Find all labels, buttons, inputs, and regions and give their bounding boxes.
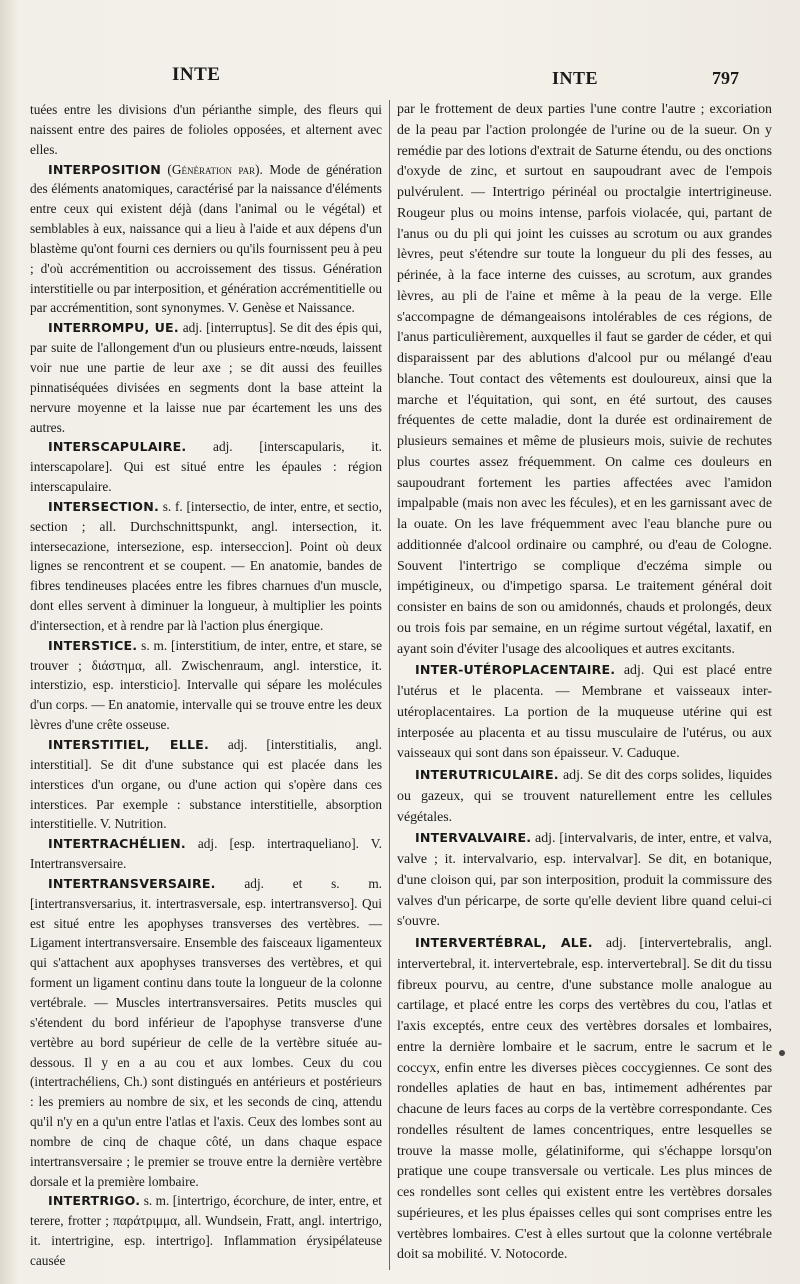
entry-continuation: tuées entre les divisions d'un périanthe simple, des fleurs qui naissent entre des paires de folioles opposées, et alternent avec elles. [30, 102, 382, 157]
headword: INTERVERTÉBRAL, ALE. [415, 935, 593, 950]
entry-interrompu [30, 318, 382, 437]
entry-interstitiel [30, 735, 382, 834]
entry-interscapulaire [30, 437, 382, 497]
definition: adj. et s. m. [intertransversarius, it. intertrasversale, esp. intertransverso]. Qui est situé entre les apophyses transverses des vertèbres. — Ligament intertransversaire. Ensemble des faisceaux ligamenteux qui s'attachent aux apophyses transverses des vertèbres, et qui forment un ligament continu dans toute la longueur de la colonne vertébrale. — Muscles intertransversaires. Petits muscles qui s'étendent du bord inférieur de l'apophyse transverse d'une vertèbre au bord supérieur de celle de la vertèbre située au-dessous. Il y en a au cou et aux lombes. Ceux du cou (intertrachéliens, Ch.) sont distingués en antérieurs et postérieurs : les premiers au nombre de six, et les seconds de cinq, attendu qu'il n'y en a qu'un entre l'atlas et l'axis. Ceux des lombes sont au nombre de cinq de chaque côté, un dans chaque espace intertransversaire ; le premier se trouve entre la dernière vertèbre dorsale et la première lombaire. [30, 875, 382, 1189]
entry-continuation: par le frottement de deux parties l'une contre l'autre ; excoriation de la peau par l'action prolongée de l'urine ou de la sueur. On y remédie par des lotions d'extrait de Saturne étendu, ou des onctions d'oxyde de zinc, et surtout en saupoudrant avec de l'empois pulvérulent. — Intertrigo périnéal ou proctalgie intertrigineuse. Rougeur plus ou moins intense, parfois violacée, qui, partant de l'anus ou du pli qui joint les cuisses au scrotum ou aux grandes lèvres, peut s'étendre sur toute la longueur du pli des fesses, au périnée, à la face interne des cuisses, au scrotum, aux grandes lèvres, au pli de l'aine et même à la peau de la verge. Elle s'accompagne de démangeaisons intolérables de ces régions, de l'anus particulièrement, auxquelles il faut se garder de céder, et qui disparaissent par des ablutions d'alcool pur ou mélangé d'eau blanche. Tout contact des vêtements est douloureux, ainsi que la marche et l'équitation, qui sont, en été surtout, des causes fréquentes de cette maladie, dont la durée est ordinairement de plusieurs semaines et même de plusieurs mois, suivie de rechutes plus courtes assez fréquemment. On calme ces douleurs en saupoudrant fortement les parties affectées avec l'amidon impalpable (mais non avec les fécules), et en les garnissant avec de la ouate. On les lave fréquemment avec l'eau blanche pure ou additionnée d'alcool ordinaire ou camphré, ou d'eau de Cologne. Souvent l'intertrigo se complique d'eczéma simple ou impétigineux, ou d'impetigo sparsa. Le traitement général doit consister en bains de son ou amidonnés, chauds et prolongés, deux ou trois fois par semaine, en un régime surtout végétal, laxatif, en ayant soin d'éviter l'usage des alcooliques et autres excitants. [397, 102, 772, 657]
entry-intervalvaire [397, 828, 772, 933]
headword: INTERSTICE. [48, 637, 138, 653]
headword: INTERSECTION. [48, 498, 159, 514]
entry-interposition [30, 160, 382, 319]
definition: adj. [intervertebralis, angl. intervertebral, it. intervertebrale, esp. intervertebral]. Se dit du tissu fibreux pourvu, au centre, d'une substance molle analogue au cartilage, et placé entre les corps des vertèbres du cou, l'atlas et l'axis exceptés, entre ceux des vertèbres dorsales et lombaires, entre la dernière lombaire et le sacrum, entre le sacrum et le coccyx, enfin entre les diverses pièces coccygiennes. Ce sont des rondelles aplaties de haut en bas, intimement adhérentes par chacune de leurs faces au corps de la vertèbre correspondante. Ces rondelles résultent de lames concentriques, entre lesquelles se trouve la masse molle, gélatiniforme, qui s'échappe lorsqu'on pratique une coupe transversale ou verticale. Les plus minces de ces rondelles sont celles qui existent entre les vertèbres dorsales supérieures, et les plus épaisses celles qui sont comprises entre les vertèbres lombaires. C'est à elles surtout que la colonne vertébrale doit sa mobilité. V. Notocorde. [397, 936, 772, 1263]
definition: adj. [interruptus]. Se dit des épis qui, par suite de l'allongement d'un ou plusieurs entre-nœuds, laissent voir nue une partie de leur axe ; se dit aussi des feuilles pinnatiséquées divisées en segments dont la base atteint la nervure moyenne et la laisse nue par écartement les uns des autres. [30, 320, 382, 435]
definition: s. f. [intersectio, de inter, entre, et sectio, section ; all. Durchschnittspunkt, angl. intersection, it. intersecazione, intersezione, esp. interseccion]. Point où deux lignes se rencontrent et se coupent. — En anatomie, bandes de fibres tendineuses placées entre les fibres charnues d'un muscle, dont elles servent à diminuer la longueur, à multiplier les points d'intersection, et à rendre par là l'action plus énergique. [30, 498, 382, 633]
definition: adj. [esp. intertraqueliano]. V. Intertransversaire. [30, 836, 382, 872]
definition: adj. Qui est placé entre l'utérus et le placenta. — Membrane et vaisseaux inter-utéroplacentaires. La portion de la muqueuse utérine qui est interposée au placenta et au tissu musculaire de l'utérus, ou aux vaisseaux qui sont dans son épaisseur. V. Caduque. [397, 663, 772, 762]
headword: INTERROMPU, UE. [48, 320, 179, 336]
right-column [397, 100, 772, 1266]
entry-intertrachelien [30, 834, 382, 874]
entry-intervertebral [397, 933, 772, 1266]
entry-intersection [30, 497, 382, 636]
headword: INTERTRIGO. [48, 1193, 141, 1209]
definition: s. m. [intertrigo, écorchure, de inter, entre, et terere, frotter ; παράτριμμα, all. Wundsein, Fratt, angl. intertrigo, it. intertrigine, esp. intertrigo]. Inflammation érysipélateuse causée [30, 1193, 382, 1268]
headword: INTERSTITIEL, ELLE. [48, 737, 209, 752]
headword: INTERUTRICULAIRE. [415, 767, 559, 782]
definition: adj. [intervalvaris, de inter, entre, et valva, valve ; it. intervalvario, esp. intervalvar]. Se dit, en botanique, d'une cloison qui, par son interposition, produit la commissure des valves d'un péricarpe, de sorte qu'elle devient libre quand celui-ci s'ouvre. [397, 831, 772, 930]
entry-interutriculaire [397, 765, 772, 828]
column-divider [389, 100, 390, 1270]
entry-intertransversaire [30, 874, 382, 1192]
headword: INTERPOSITION [48, 161, 161, 177]
headword: INTERSCAPULAIRE. [48, 439, 187, 455]
definition: adj. [interstitialis, angl. interstitial]. Se dit d'une substance qui est placée dans les interstices d'un organe, ou d'une action qui s'opère dans ces interstices. Par exemple : substance interstitielle, absorption interstitielle. V. Nutrition. [30, 737, 382, 832]
running-header [0, 64, 800, 94]
header-center-guideword: INTE [552, 68, 599, 88]
ink-spot [779, 1050, 785, 1056]
page-number: 797 [712, 68, 739, 88]
entry-intertrigo [30, 1191, 382, 1270]
definition: Mode de génération des éléments anatomiques, caractérisé par la naissance d'éléments entre ceux qui existent déjà (dans l'animal ou le végétal) et semblables à eux, naissance qui a lieu à l'aide et aux dépens d'un blastème qu'ont fourni ces derniers ou qu'ils fournissent peu à peu ; d'où accrémentition ou accroissement des tissus. Génération interstitielle ou par interposition, et génération accrémentitielle ou par accrémentition, sont synonymes. V. Genèse et Naissance. [30, 161, 382, 316]
headword: INTERTRACHÉLIEN. [48, 836, 186, 852]
definition: s. m. [interstitium, de inter, entre, et stare, se trouver ; διάστημα, all. Zwischenraum, angl. interstice, it. interstizio, esp. intersticio]. Intervalle qui sépare les molécules d'un corps. — En anatomie, intervalle qui se trouve entre les deux lèvres d'une crête osseuse. [30, 637, 382, 733]
headword: INTERTRANSVERSAIRE. [48, 875, 216, 891]
headword-qualifier: (Génération par). [167, 161, 263, 177]
header-left-guideword: INTE [172, 64, 221, 85]
headword: INTERVALVAIRE. [415, 830, 532, 846]
headword: INTER-UTÉROPLACENTAIRE. [415, 662, 616, 678]
entry-interstice [30, 636, 382, 735]
definition: adj. [interscapularis, it. interscapolare]. Qui est situé entre les épaules : région interscapulaire. [30, 439, 382, 495]
definition: adj. Se dit des corps solides, liquides ou gazeux, qui se trouvent naturellement entre les cellules végétales. [397, 768, 772, 825]
left-column [30, 100, 382, 1271]
entry-interuteroplacentaire [397, 660, 772, 765]
